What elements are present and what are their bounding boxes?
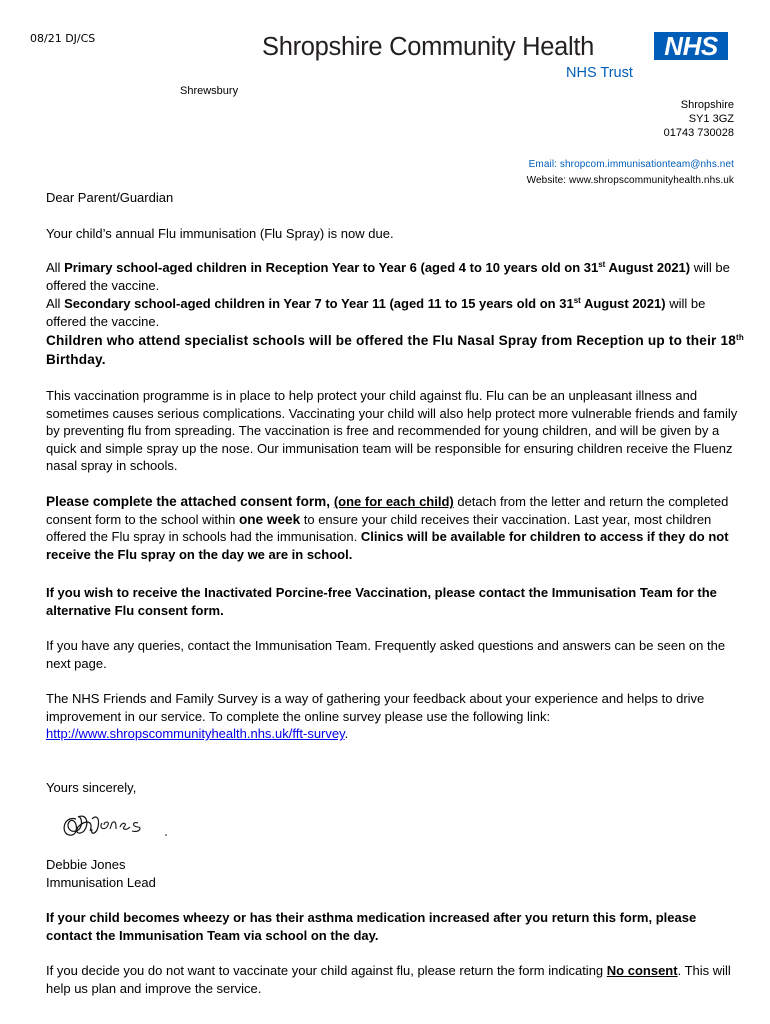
secondary-bold-end: August 2021) — [580, 296, 666, 311]
organisation-trust: NHS Trust — [566, 65, 633, 81]
specialist-sup: th — [736, 333, 744, 342]
primary-eligibility — [46, 259, 746, 294]
no-consent-bold: No consent — [606, 963, 678, 978]
survey-text: The NHS Friends and Family Survey is a way of gathering your feedback about your experience and helps to drive improvement in our service. To complete the online survey please use the following link: — [46, 691, 705, 724]
consent-clinics: Clinics will be available for children to access if they do not receive the Flu spray on the day we are in school. — [46, 529, 729, 562]
consent-paragraph — [46, 493, 746, 563]
consent-bold: Please complete the attached consent form, — [46, 494, 334, 509]
specialist-schools — [46, 331, 746, 369]
salutation: Dear Parent/Guardian — [46, 190, 174, 205]
signature-icon — [46, 797, 178, 851]
survey-link[interactable]: http://www.shropscommunityhealth.nhs.uk/fft-survey — [46, 726, 345, 741]
signature-image — [46, 797, 178, 851]
no-consent-paragraph — [46, 962, 746, 997]
closing: Yours sincerely, — [46, 780, 137, 795]
consent-one-week: one week — [238, 511, 301, 527]
signer-name: Debbie Jones — [46, 857, 126, 872]
queries-paragraph: If you have any queries, contact the Immunisation Team. Frequently asked questions and answers can be seen on the next page. — [46, 638, 726, 671]
nhs-logo: NHS — [654, 32, 728, 60]
no-consent-text2: . This will help us plan and improve the service. — [46, 963, 731, 996]
organisation-name: Shropshire Community Health — [262, 33, 595, 61]
contact-website[interactable]: Website: www.shropscommunityhealth.nhs.uk — [526, 175, 734, 186]
no-consent-text1: If you decide you do not want to vaccinate your child against flu, please return the form indicating — [46, 963, 607, 978]
secondary-eligibility — [46, 295, 746, 330]
programme-paragraph: This vaccination programme is in place to help protect your child against flu. Flu can be an unpleasant illness and sometimes causes serious complications. Vaccinating your child will also help protect more vulnerable friends and family by preventing flu from spreading. The vaccination is free and recommended for young children, and will be given by a quick and simple spray up the nose. Our immunisation team will be responsible for ensuring children receive the Fluenz nasal spray in schools. — [46, 388, 738, 473]
consent-underlined: (one for each child) — [333, 494, 454, 509]
primary-lead: All — [46, 260, 65, 275]
primary-bold-end: August 2021) — [605, 260, 691, 275]
secondary-tail: will be offered the vaccine. — [46, 296, 706, 329]
signer-title: Immunisation Lead — [46, 875, 156, 890]
survey-paragraph — [46, 690, 746, 743]
primary-sup: st — [598, 260, 606, 269]
specialist-text: Children who attend specialist schools will be offered the Flu Nasal Spray from Reception up to their 18 — [46, 333, 737, 348]
consent-text2: to ensure your child receives their vaccination. Last year, most children offered the Flu spray in schools had the immunisation. — [46, 511, 712, 544]
secondary-sup: st — [573, 296, 581, 305]
consent-text1: detach from the letter and return the completed consent form to the school within — [46, 494, 729, 527]
sender-town: Shrewsbury — [180, 85, 239, 97]
contact-email[interactable]: Email: shropcom.immunisationteam@nhs.net — [528, 159, 734, 170]
sender-county: Shropshire — [680, 99, 734, 111]
wheezy-warning: If your child becomes wheezy or has their asthma medication increased after you return this form, please contact the Immunisation Team via school on the day. — [46, 910, 697, 943]
primary-bold: Primary school-aged children in Reception Year to Year 6 (aged 4 to 10 years old on 31 — [64, 260, 599, 275]
porcine-free-paragraph: If you wish to receive the Inactivated Porcine-free Vaccination, please contact the Immunisation Team for the alternative Flu consent form. — [46, 585, 717, 618]
survey-link-end: . — [344, 726, 349, 741]
sender-postcode: SY1 3GZ — [688, 113, 734, 125]
primary-tail: will be offered the vaccine. — [46, 260, 730, 293]
specialist-end: Birthday. — [46, 352, 106, 367]
intro-paragraph: Your child’s annual Flu immunisation (Flu Spray) is now due. — [46, 226, 394, 241]
secondary-lead: All — [46, 296, 65, 311]
secondary-bold: Secondary school-aged children in Year 7 to Year 11 (aged 11 to 15 years old on 31 — [64, 296, 574, 311]
sender-phone: 01743 730028 — [663, 127, 734, 139]
letter-reference: 08/21 DJ/CS — [30, 32, 96, 45]
